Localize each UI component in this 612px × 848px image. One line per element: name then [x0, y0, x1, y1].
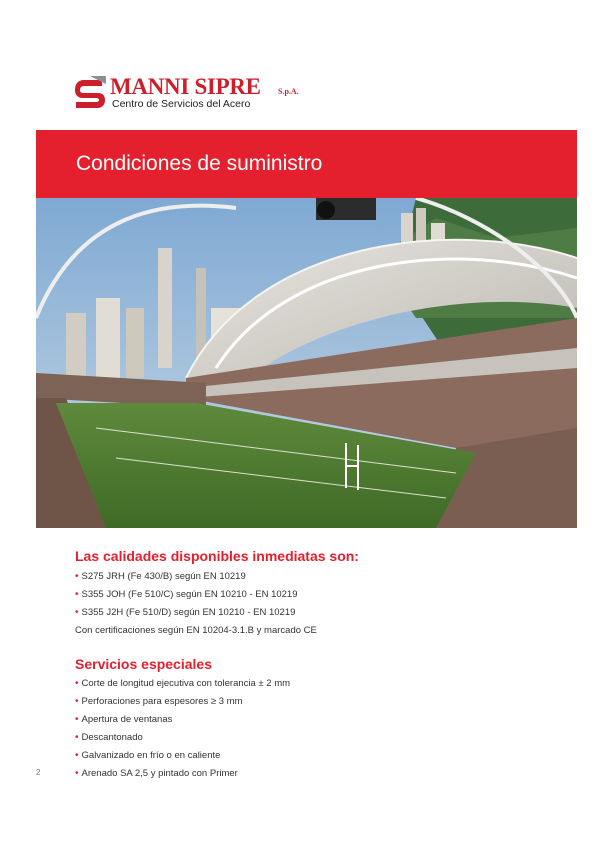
bullet-icon: •	[75, 750, 79, 761]
quality-item-text: S275 JRH (Fe 430/B) según EN 10219	[81, 571, 246, 582]
service-item-text: Galvanizado en frío o en caliente	[81, 750, 221, 761]
services-section	[75, 656, 575, 783]
company-logo	[72, 74, 332, 114]
title-banner	[36, 130, 577, 198]
bullet-icon: •	[75, 714, 79, 725]
list-item	[75, 586, 575, 604]
bullet-icon: •	[75, 678, 79, 689]
service-item-text: Perforaciones para espesores ≥ 3 mm	[81, 696, 243, 707]
list-item	[75, 747, 575, 765]
company-name: MANNI SIPRE	[110, 74, 261, 99]
qualities-title: Las calidades disponibles inmediatas son:	[75, 548, 359, 564]
list-item	[75, 765, 575, 783]
list-item	[75, 675, 575, 693]
page-number: 2	[36, 768, 41, 777]
qualities-section	[75, 548, 575, 640]
list-item	[75, 604, 575, 622]
bullet-icon: •	[75, 696, 79, 707]
bullet-icon: •	[75, 607, 79, 618]
certification-note: Con certificaciones según EN 10204-3.1.B y marcado CE	[75, 625, 317, 636]
quality-item-text: S355 JOH (Fe 510/C) según EN 10210 - EN 10219	[81, 589, 298, 600]
bullet-icon: •	[75, 571, 79, 582]
company-suffix: S.p.A.	[278, 87, 299, 96]
list-item	[75, 568, 575, 586]
bullet-icon: •	[75, 589, 79, 600]
list-item	[75, 729, 575, 747]
qualities-list	[75, 568, 575, 622]
service-item-text: Corte de longitud ejecutiva con tolerancia ± 2 mm	[81, 678, 291, 689]
service-item-text: Descantonado	[81, 732, 143, 743]
service-item-text: Arenado SA 2,5 y pintado con Primer	[81, 768, 238, 779]
manni-sipre-logo-mark-icon	[72, 74, 108, 110]
stadium-illustration	[36, 198, 577, 528]
bullet-icon: •	[75, 732, 79, 743]
bullet-icon: •	[75, 768, 79, 779]
services-title: Servicios especiales	[75, 656, 212, 672]
list-item	[75, 711, 575, 729]
page-title: Condiciones de suministro	[76, 152, 323, 175]
list-item	[75, 693, 575, 711]
quality-item-text: S355 J2H (Fe 510/D) según EN 10210 - EN 10219	[81, 607, 296, 618]
services-list	[75, 675, 575, 783]
stadium-photo	[36, 198, 577, 528]
service-item-text: Apertura de ventanas	[81, 714, 173, 725]
company-tagline: Centro de Servicios del Acero	[112, 98, 251, 110]
